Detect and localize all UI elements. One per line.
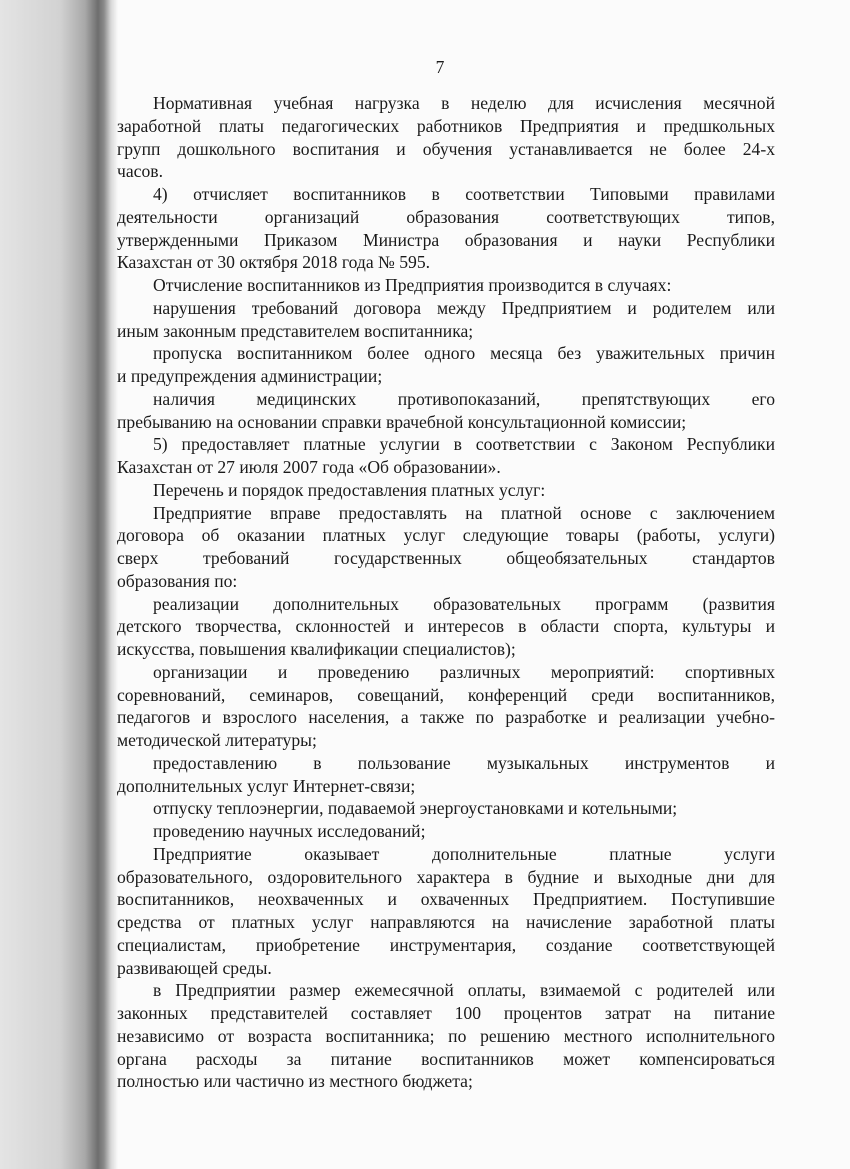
text-line: независимо от возраста воспитанника; по решению местного исполнительного (117, 1025, 775, 1046)
text-line: заработной платы педагогических работников Предприятия и предшкольных (117, 115, 775, 136)
text-line: детского творчества, склонностей и интересов в области спорта, культуры и (117, 616, 775, 637)
text-line: Предприятие оказывает дополнительные платные услуги (153, 843, 775, 864)
text-line: соревнований, семинаров, совещаний, конференций среди воспитанников, (117, 684, 775, 705)
paragraph (117, 843, 775, 980)
text-line: иным законным представителем воспитанника; (117, 320, 474, 341)
text-line: методической литературы; (117, 730, 317, 750)
text-line: воспитанников, неохваченных и охваченных Предприятием. Поступившие (117, 889, 775, 910)
text-line: и предупреждения администрации; (117, 366, 383, 386)
paragraph (117, 979, 775, 1093)
text-line: Казахстан от 27 июля 2007 года «Об образовании». (117, 457, 501, 477)
text-line: проведению научных исследований; (153, 821, 426, 841)
text-line: отпуску теплоэнергии, подаваемой энергоустановками и котельными; (153, 798, 678, 819)
paragraph (117, 661, 775, 752)
text-line: организации и проведению различных мероприятий: спортивных (153, 661, 775, 682)
text-line: 5) предоставляет платные услугии в соответствии с Законом Республики (153, 434, 775, 455)
text-line: средства от платных услуг направляются на начисление заработной платы (117, 912, 775, 932)
text-line: образовательного, оздоровительного характера в будние и выходные дни для (117, 866, 775, 887)
text-line: образования по: (117, 570, 238, 591)
paragraph (117, 274, 775, 297)
paragraph (117, 593, 775, 661)
paragraph (117, 297, 775, 343)
text-line: специалистам, приобретение инструментария, создание соответствующей (117, 934, 775, 955)
text-line: законных представителей составляет 100 процентов затрат на питание (117, 1003, 775, 1023)
text-line: предоставлению в пользование музыкальных инструментов и (153, 752, 775, 773)
text-line: Казахстан от 30 октября 2018 года № 595. (117, 252, 431, 273)
text-line: 4) отчисляет воспитанников в соответствии Типовыми правилами (153, 184, 775, 204)
text-line: реализации дополнительных образовательных программ (развития (153, 593, 775, 614)
text-line: пропуска воспитанником более одного месяца без уважительных причин (153, 343, 775, 364)
text-line: часов. (117, 161, 163, 182)
text-line: Нормативная учебная нагрузка в неделю для исчисления месячной (153, 93, 775, 113)
text-line: деятельности организаций образования соответствующих типов, (117, 206, 775, 227)
text-line: сверх требований государственных общеобязательных стандартов (117, 548, 775, 568)
text-line: договора об оказании платных услуг следующие товары (работы, услуги) (117, 525, 775, 546)
text-line: нарушения требований договора между Предприятием и родителем или (153, 297, 775, 318)
text-line: утвержденными Приказом Министра образования и науки Республики (117, 229, 775, 250)
paragraph (117, 388, 775, 434)
text-line: развивающей среды. (117, 957, 272, 978)
paragraph (117, 752, 775, 798)
paragraph (117, 502, 775, 593)
paragraph (117, 92, 775, 183)
document-body (117, 92, 775, 1093)
text-line: полностью или частично из местного бюджета; (117, 1071, 473, 1092)
text-line: Перечень и порядок предоставления платных услуг: (153, 479, 546, 500)
paragraph (117, 820, 775, 843)
page-number: 7 (435, 57, 445, 77)
text-line: органа расходы за питание воспитанников может компенсироваться (117, 1048, 775, 1069)
text-line: пребыванию на основании справки врачебной консультационной комиссии; (117, 411, 687, 432)
text-line: педагогов и взрослого населения, а также по разработке и реализации учебно- (117, 707, 775, 728)
text-line: дополнительных услуг Интернет-связи; (117, 775, 416, 796)
text-line: Отчисление воспитанников из Предприятия производится в случаях: (153, 275, 672, 295)
scan-edge-shadow (0, 0, 118, 1169)
paragraph (117, 433, 775, 479)
text-line: искусства, повышения квалификации специалистов); (117, 639, 516, 659)
paragraph (117, 479, 775, 502)
text-line: групп дошкольного воспитания и обучения устанавливается не более 24-х (117, 138, 775, 159)
paragraph (117, 797, 775, 820)
paragraph (117, 183, 775, 274)
text-line: наличия медицинских противопоказаний, препятствующих его (153, 388, 775, 409)
text-line: Предприятие вправе предоставлять на платной основе с заключением (153, 502, 775, 523)
paragraph (117, 342, 775, 388)
text-line: в Предприятии размер ежемесячной оплаты, взимаемой с родителей или (153, 980, 775, 1001)
